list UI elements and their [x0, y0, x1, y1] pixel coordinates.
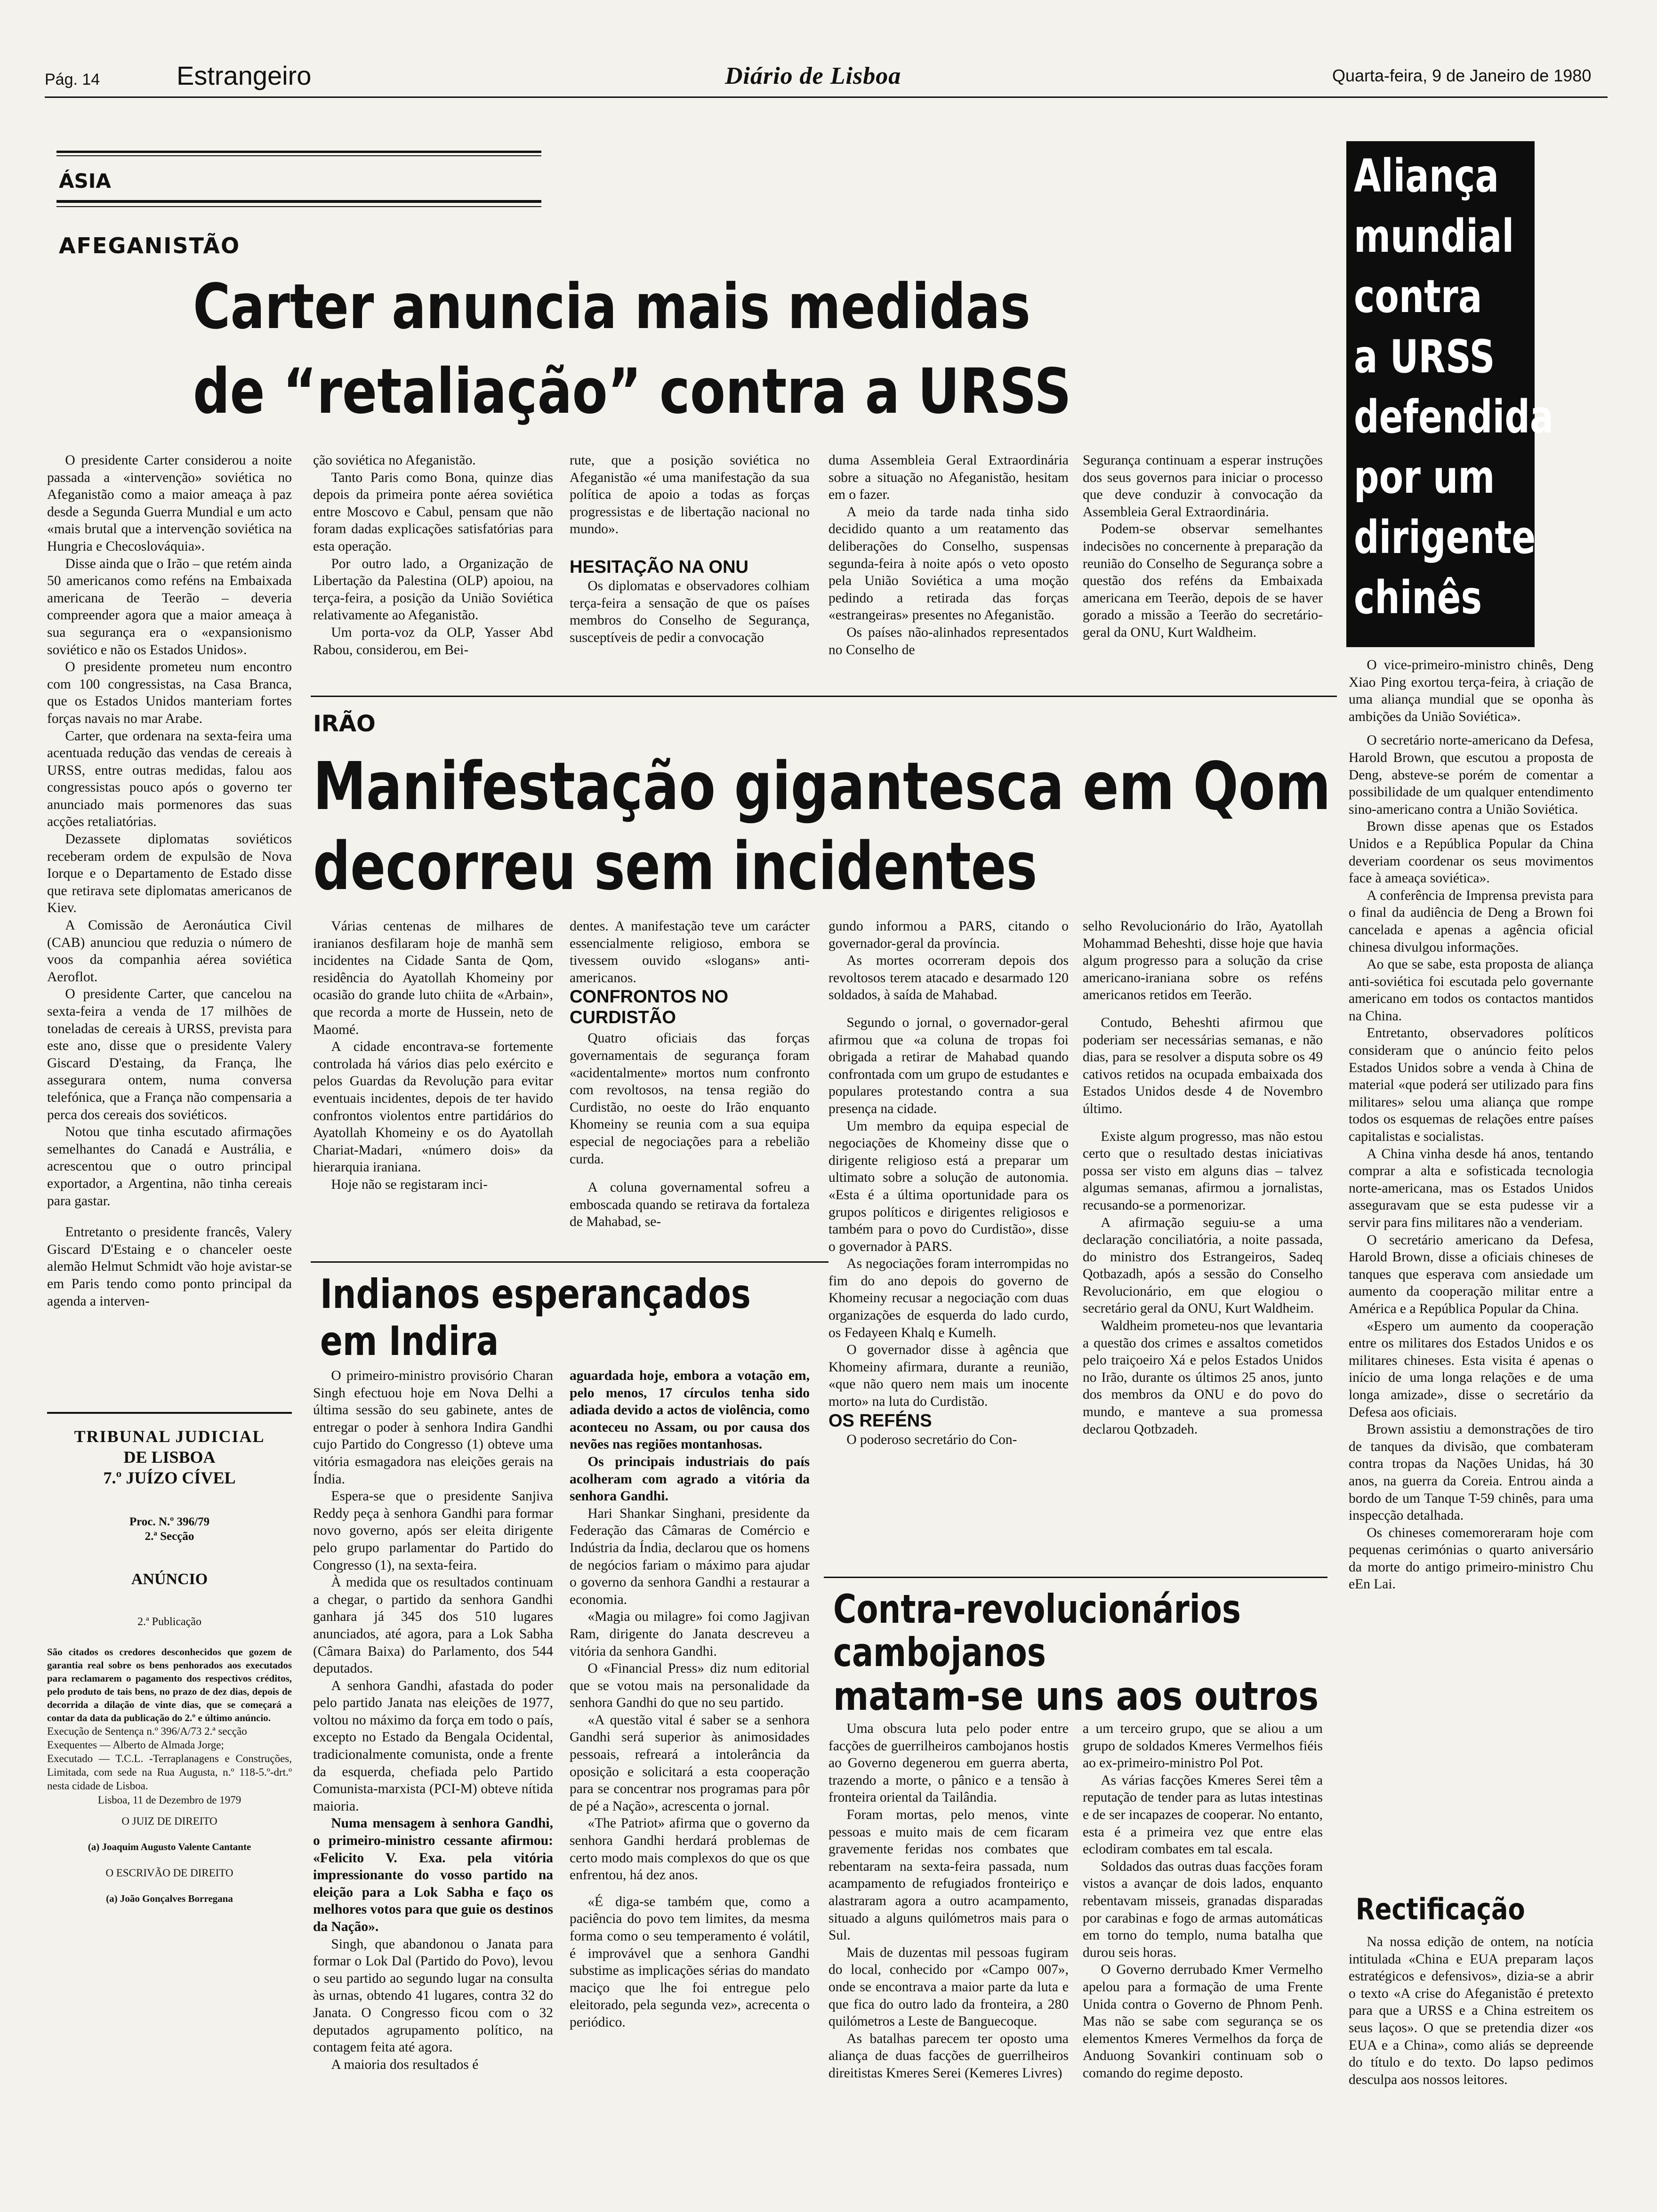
asia-rule-top2 — [56, 155, 541, 156]
paragraph: duma Assembleia Geral Extraordinária sobre a situação no Afeganistão, hesitam em o fazer. — [828, 453, 1069, 503]
india-col2 — [570, 1367, 810, 2177]
india-rule-top — [311, 1261, 828, 1263]
paragraph: aguardada hoje, embora a votação em, pelo menos, 17 círculos tenha sido adiada devido a actos de violência, como aconteceu no Assam, ou por causa dos nevões nas regiões montanhosas. — [570, 1368, 810, 1452]
paragraph: O secretário americano da Defesa, Harold Brown, disse a oficiais chineses de tanques que esperava com ansiedade um aumento da cooperação militar entre a América e a República Popular da China. — [1349, 1232, 1593, 1316]
paragraph: Os países não-alinhados representados no Conselho de — [828, 625, 1069, 657]
afghanistan-headline-line1: Carter anuncia mais medidas — [193, 271, 1031, 343]
tribunal-escrivao-name: (a) João Gonçalves Borregana — [106, 1893, 233, 1904]
paragraph: As várias facções Kmeres Serei têm a reputação de tender para as lutas intestinas e de ser incapazes de cooperar. No entanto, esta é a primeira vez que entre elas eclodiram combates em tal escala. — [1083, 1772, 1323, 1857]
paragraph: À medida que os resultados continuam a chegar, o partido da senhora Gandhi ganhara já 345 dos 510 lugares anunciados, até agora, para a Lok Sabha (Câmara Baixa) do Parlamento, dos 544 deputados. — [313, 1575, 553, 1676]
page-date: Quarta-feira, 9 de Janeiro de 1980 — [1332, 66, 1592, 85]
paragraph: «The Patriot» afirma que o governo da senhora Gandhi herdará problemas de certo modo mais complexos do que os que enfrentou, há dez anos. — [570, 1816, 810, 1883]
paragraph: O Governo derrubado Kmer Vermelho apelou para a formação de uma Frente Unida contra o Governo de Phnom Penh. Mas não se sabe com segurança se os elementos Kmeres Vermelhos da força de Anduong Sovankiri continuam sob o comando do regime deposto. — [1083, 1962, 1323, 2081]
paragraph: Waldheim prometeu-nos que levantaria a questão dos crimes e assaltos cometidos pelo traiçoeiro Xá e pelos Estados Unidos no Irão, durante os últimos 25 anos, junto dos membros da ONU e do povo do mundo, e manteve a sua promessa declarou Qotbzadeh. — [1083, 1318, 1323, 1437]
sidebar-headline-line: chinês — [1354, 571, 1482, 624]
paragraph: Uma obscura luta pelo poder entre facções de guerrilheiros cambojanos hostis ao Governo degenerou em guerra aberta, trazendo a morte, o pânico e a tensão à fronteira oriental da Tailândia. — [828, 1721, 1069, 1805]
paragraph: Brown assistiu a demonstrações de tiro de tanques da divisão, que combateram contra tropas da Nações Unidas, há 30 anos, na guerra da Coreia. Entrou ainda a bordo de um Tanque T-59 chinês, para uma inspecção detalhada. — [1349, 1422, 1593, 1523]
paragraph: Segurança continuam a esperar instruções dos seus governos para iniciar o processo que deve conduzir à convocação da Assembleia Geral Extraordinária. — [1083, 453, 1323, 520]
tribunal-anuncio: ANÚNCIO — [131, 1571, 208, 1588]
paragraph: Na nossa edição de ontem, na notícia intitulada «China e EUA preparam laços estratégicos e defensivos», dizia-se a abrir o texto «A crise do Afeganistão é pretexto para que a URSS e a China estreitem os seus laços». O que se pretendia dizer «os EUA e a China», como aliás se depreende do título e do texto. Do lapso pedimos desculpa aos nossos leitores. — [1349, 1934, 1593, 2087]
cambodia-headline-line: matam-se uns aos outros — [833, 1673, 1319, 1719]
paragraph: Foram mortas, pelo menos, vinte pessoas e muito mais de cem ficaram gravemente feridas nos combates que rebentaram na sexta-feira passada, num acampamento de refugiados fronteiriço e alastraram agora a outro acampamento, situado a alguns quilómetros mais para o Sul. — [828, 1807, 1069, 1943]
india-col1 — [313, 1367, 553, 2177]
iran-headline-line1: Manifestação gigantesca em Qom — [313, 748, 1331, 825]
tribunal-escrivao-label: O ESCRIVÃO DE DIREITO — [105, 1867, 233, 1879]
paragraph: A senhora Gandhi, afastada do poder pelo partido Janata nas eleições de 1977, voltou no máximo da força em todo o país, excepto no Estado da Bengala Ocidental, tradicionalmente comunista, onde a frente da esquerda, chefiada pelo Partido Comunista-marxista (PCI-M) obteve nítida maioria. — [313, 1678, 553, 1814]
afghanistan-col2 — [313, 452, 553, 687]
tribunal-title: TRIBUNAL JUDICIAL — [74, 1427, 265, 1446]
paragraph: A Comissão de Aeronáutica Civil (CAB) anunciou que reduzia o número de voos da companhia aérea soviética Aeroflot. — [47, 918, 292, 985]
tribunal-execucao: Execução de Sentença n.º 396/A/73 2.ª secção — [47, 1725, 247, 1737]
paragraph: dentes. A manifestação teve um carácter essencialmente religioso, embora se tivessem ouvido «slogans» anti-americanos. — [570, 919, 810, 986]
cambodia-headline-line: Contra-revolucionários — [833, 1586, 1241, 1632]
tribunal-body: São citados os credores desconhecidos que gozem de garantia real sobre os bens penhorados aos executados para reclamarem o pagamento dos respectivos créditos, pelo produto de tais bens, no prazo de dez dias, depois de decorrida a dilação de vinte dias, que se começará a contar da data da publicação do 2.º e último anúncio. — [47, 1646, 292, 1723]
paragraph: Notou que tinha escutado afirmações semelhantes do Canadá e Austrália, e acrescentou que o outro principal exportador, a Argentina, não tinha cereais para gastar. — [47, 1124, 292, 1209]
iran-col1 — [313, 918, 553, 1257]
paragraph: A China vinha desde há anos, tentando comprar a alta e sofisticada tecnologia norte-americana, mas os Estados Unidos asseguravam que se esta pudesse vir a servir para fins militares não a venderiam. — [1349, 1146, 1593, 1230]
tribunal-publicacao: 2.ª Publicação — [137, 1616, 201, 1628]
asia-rule-top — [56, 151, 541, 153]
paragraph: O «Financial Press» diz num editorial que se votou mais na personalidade da senhora Gandhi do que no seu partido. — [570, 1661, 810, 1711]
paragraph: «É diga-se também que, como a paciência do povo tem limites, da mesma forma como o seu temperamento é volátil, é improvável que a senhora Gandhi substime as implicações sérias do mandato maciço que lhe foi entregue pelo eleitorado, pela segunda vez», acrecenta o periódico. — [570, 1894, 810, 2030]
paragraph: O presidente Carter, que cancelou na sexta-feira a venda de 17 milhões de toneladas de cereais à URSS, prevista para este ano, disse que o presidente Valery Giscard D'estaing, da França, lhe assegurara ontem, numa conversa telefónica, que a França não compensaria a perca dos cereais dos soviéticos. — [47, 986, 292, 1122]
paragraph: Disse ainda que o Irão – que retém ainda 50 americanos como reféns na Embaixada americana de Teerão – deveria compreender agora que a maior ameaça à sua segurança era o «expansionismo soviético e não os Estados Unidos». — [47, 556, 292, 657]
cambodia-rule-top — [824, 1577, 1327, 1578]
sidebar-headline-line: mundial — [1354, 210, 1514, 263]
paragraph: «A questão vital é saber se a senhora Gandhi será superior às animosidades pessoais, refreará a intolerância da oposição e solicitará a esta cooperação para se concentrar nos programas para pôr de pé a Nação», acrescenta o jornal. — [570, 1712, 810, 1814]
tribunal-executado: Executado — T.C.L. -Terraplanagens e Construções, Limitada, com sede na Rua Augusta, n.º 118-5.º-drt.º nesta cidade de Lisboa. — [47, 1753, 292, 1792]
correction-title: Rectificação — [1356, 1892, 1525, 1926]
paragraph: Várias centenas de milhares de iranianos desfilaram hoje de manhã sem incidentes na Cidade Santa de Qom, residência do Ayatollah Khomeiny por ocasião do grande luto chiita de «Arbain», que recorda a morte de Hussein, neto de Maomé. — [313, 919, 553, 1037]
afghanistan-col3 — [570, 452, 810, 687]
cambodia-headline-line: cambojanos — [833, 1629, 1046, 1675]
cambodia-col2 — [1083, 1720, 1323, 2181]
paragraph: Por outro lado, a Organização de Libertação da Palestina (OLP) apoiou, na terça-feira, a posição da União Soviética relativamente ao Afeganistão. — [313, 556, 553, 623]
tribunal-notice — [47, 1426, 292, 2188]
paragraph: Hari Shankar Singhani, presidente da Federação das Câmaras de Comércio e Indústria da Índia, declarou que os homens de negócios fariam o máximo para ajudar o governo da senhora Gandhi a restaurar a economia. — [570, 1506, 810, 1607]
correction-text — [1349, 1933, 1593, 2178]
afghanistan-headline-line2: de “retaliação” contra a URSS — [193, 355, 1071, 428]
tribunal-exequentes: Exequentes — Alberto de Almada Jorge; — [47, 1739, 224, 1751]
paragraph: Hoje não se registaram inci- — [331, 1177, 488, 1192]
afghanistan-col5 — [1083, 452, 1323, 687]
sidebar-body — [1349, 657, 1593, 1786]
paragraph: O governador disse à agência que Khomeiny afirmara, durante a reunião, «que não quero nem mais um inocente morto» na luta do Curdistão. — [828, 1342, 1069, 1410]
tribunal-seccao: 2.ª Secção — [145, 1530, 194, 1543]
masthead: Diário de Lisboa — [725, 63, 901, 89]
paragraph: A conferência de Imprensa prevista para o final da audiência de Deng a Brown foi cancelada e apenas a agência oficial chinesa divulgou informações. — [1349, 888, 1593, 955]
paragraph: A meio da tarde nada tinha sido decidido quanto a um reatamento das deliberações do Conselho, suspensas segunda-feira à noite após o veto oposto pela União Soviética a uma moção pedindo a retirada das forças «estrangeiras» presentes no Afeganistão. — [828, 504, 1069, 623]
paragraph: Numa mensagem à senhora Gandhi, o primeiro-ministro cessante afirmou: «Felicito V. Exa. pela vitória impressionante do vosso partido na eleição para a Lok Sabha e faço os melhores votos para que guie os destinos da Nação». — [313, 1816, 553, 1934]
paragraph: selho Revolucionário do Irão, Ayatollah Mohammad Beheshti, disse hoje que havia algum progresso para a solução da crise americano-iraniana sobre os reféns americanos retidos em Teerão. — [1083, 919, 1323, 1003]
tribunal-proc: Proc. N.º 396/79 — [129, 1515, 210, 1528]
paragraph: O poderoso secretário do Con- — [846, 1432, 1017, 1447]
paragraph: Entretanto o presidente francês, Valery Giscard D'Estaing e o chanceler oeste alemão Helmut Schmidt vão hoje avistar-se em Paris tendo como ponto principal da agenda a interven- — [47, 1225, 292, 1309]
subhead-confrontos: CONFRONTOS NO CURDISTÃO — [570, 987, 729, 1028]
afghanistan-bottom-rule — [311, 696, 1337, 697]
paragraph: Os diplomatas e observadores colhiam terça-feira a sensação de que os países membros do Conselho de Segurança, susceptíveis de pedir a convocação — [570, 578, 810, 645]
paragraph: Tanto Paris como Bona, quinze dias depois da primeira ponte aérea soviética entre Moscovo e Cabul, pensam que não foram dadas explicações satisfatórias para esta operação. — [313, 470, 553, 554]
tribunal-title: 7.º JUÍZO CÍVEL — [103, 1468, 236, 1487]
paragraph: Dezassete diplomatas soviéticos receberam ordem de expulsão de Nova Iorque e o Departamento de Estado disse que retirava sete diplomatas americanos de Kiev. — [47, 832, 292, 916]
paragraph: O presidente prometeu num encontro com 100 congressistas, na Casa Branca, que os Estados Unidos manteriam fortes forças navais no mar Arabe. — [47, 659, 292, 726]
paragraph: Espera-se que o presidente Sanjiva Reddy peça à senhora Gandhi para formar novo governo, após ser eleita dirigente pelo grupo parlamentar do Partido do Congresso (1), na sexta-feira. — [313, 1489, 553, 1573]
sidebar-headline-box — [1346, 141, 1554, 647]
paragraph: Contudo, Beheshti afirmou que poderiam ser necessárias semanas, e não dias, para se resolver a disputa sobre os 49 cativos retidos na ocupada embaixada dos Estados Unidos desde 4 de Novembro último. — [1083, 1015, 1323, 1116]
paragraph: Brown disse apenas que os Estados Unidos e a República Popular da China deveriam coordenar os seus movimentos face à ameaça soviética». — [1349, 819, 1593, 886]
section-title: Estrangeiro — [177, 61, 312, 90]
paragraph: «Magia ou milagre» foi como Jagjivan Ram, dirigente do Janata descreveu a vitória da senhora Gandhi. — [570, 1609, 810, 1659]
header-rule — [45, 96, 1608, 98]
paragraph: O primeiro-ministro provisório Charan Singh efectuou hoje em Nova Delhi a última sessão do seu gabinete, antes de entregar o poder à senhora Indira Gandhi cujo Partido do Congresso (1) obteve uma vitória esmagadora nas eleições gerais na Índia. — [313, 1368, 553, 1487]
afghanistan-col4 — [828, 452, 1069, 687]
paragraph: A afirmação seguiu-se a uma declaração conciliatória, a noite passada, do ministro dos Estrangeiros, Sadeq Qotbazadh, após a sessão do Conselho Revolucionário, em que elogiou o secretário geral da ONU, Kurt Waldheim. — [1083, 1215, 1323, 1316]
afghanistan-kicker: AFEGANISTÃO — [59, 233, 241, 258]
subhead-hesitacao: HESITAÇÃO NA ONU — [570, 557, 748, 577]
tribunal-data: Lisboa, 11 de Dezembro de 1979 — [97, 1794, 241, 1806]
paragraph: Os principais industriais do país acolheram com agrado a vitória da senhora Gandhi. — [570, 1454, 810, 1504]
paragraph: Entretanto, observadores políticos consideram que o anúncio feito pelos Estados Unidos sobre a venda à China de material «que poderá ser utilizado para fins militares» selou uma aliança que rompe todos os esquemas de relações entre países capitalistas e socialistas. — [1349, 1026, 1593, 1145]
paragraph: ção soviética no Afeganistão. — [313, 453, 476, 468]
paragraph: O presidente Carter considerou a noite passada a «intervenção» soviética no Afeganistão como a maior ameaça à paz desde a Segunda Guerra Mundial e um acto «mais brutal que a intervenção soviética na Hungria e Checoslováquia». — [47, 453, 292, 554]
paragraph: Os chineses comemoreraram hoje com pequenas cerimónias o quarto aniversário da morte do antigo primeiro-ministro Chu eEn Lai. — [1349, 1525, 1593, 1592]
tribunal-juiz-name: (a) Joaquim Augusto Valente Cantante — [88, 1841, 251, 1852]
paragraph: Segundo o jornal, o governador-geral afirmou que «a coluna de tropas foi obrigada a retirar de Mahabad quando confrontada com um grupo de estudantes e populares protestando contra a sua presença na cidade. — [828, 1015, 1069, 1116]
asia-section-label: ÁSIA — [59, 169, 111, 192]
paragraph: rute, que a posição soviética no Afeganistão «é uma manifestação da sua política de apoio a todas as forças progressistas e de libertação nacional no mundo». — [570, 453, 810, 537]
paragraph: Um porta-voz da OLP, Yasser Abd Rabou, considerou, em Bei- — [313, 625, 553, 657]
sidebar-headline-line: a URSS — [1354, 330, 1495, 383]
asia-rule-mid2 — [56, 206, 541, 207]
paragraph: A coluna governamental sofreu a emboscada quando se retirava da fortaleza de Mahabad, se- — [570, 1180, 810, 1230]
paragraph: As negociações foram interrompidas no fim do ano depois do governo de Khomeiny recusar a negociação com duas organizações de esquerda do lado curdo, os Fedayeen Khalq e Kumelh. — [828, 1256, 1069, 1340]
paragraph: Um membro da equipa especial de negociações de Khomeiny disse que o dirigente religioso está a preparar um ultimato sobre a solução de autonomia. «Esta é a última oportunidade para os grupos políticos e dirigentes religiosos e também para o povo do Curdistão», disse o governador à PARS. — [828, 1118, 1069, 1254]
asia-rule-mid — [56, 200, 541, 203]
paragraph: Soldados das outras duas facções foram vistos a avançar de dois lados, enquanto rebentavam misseis, granadas disparadas por carabinas e fogo de armas automáticas em torno do templo, numa batalha que durou seis horas. — [1083, 1859, 1323, 1960]
sidebar-headline-line: por um — [1354, 451, 1495, 504]
paragraph: A maioria dos resultados é — [331, 2057, 479, 2072]
paragraph: Singh, que abandonou o Janata para formar o Lok Dal (Partido do Povo), levou o seu partido ao segundo lugar na consulta às urnas, obtendo 41 lugares, contra 32 do Janata. O Congresso ficou com o 32 deputados agrupamento político, na contagem feita até agora. — [313, 1936, 553, 2055]
tribunal-title: DE LISBOA — [123, 1448, 216, 1467]
paragraph: Existe algum progresso, mas não estou certo que o resultado destas iniciativas possa ser visto em alguns dias – talvez algumas semanas, afirmou a jornalistas, recusando-se a pormenorizar. — [1083, 1129, 1323, 1213]
paragraph: Podem-se observar semelhantes indecisões no concernente à preparação da reunião do Conselho de Segurança sobre a questão dos reféns da Embaixada americana em Teerão, depois de se haver gorado a missão a Teerão do secretário-geral da ONU, Kurt Waldheim. — [1083, 521, 1323, 640]
tribunal-juiz-label: O JUIZ DE DIREITO — [121, 1815, 217, 1827]
india-headline-line1: Indianos esperançados — [320, 1271, 751, 1318]
sidebar-headline-line: defendida — [1354, 391, 1554, 443]
iran-col2 — [570, 918, 810, 1257]
sidebar-headline-line: Aliança — [1354, 150, 1499, 202]
paragraph: gundo informou a PARS, citando o governador-geral da província. — [828, 919, 1069, 951]
paragraph: O vice-primeiro-ministro chinês, Deng Xiao Ping exortou terça-feira, à criação de uma aliança mundial que se oponha às ambições da União Soviética». — [1349, 657, 1593, 724]
paragraph: Quatro oficiais das forças governamentais de segurança foram «acidentalmente» mortos num confronto com revoltosos, na tensa região do Curdistão, no oeste do Irão enquanto Khomeiny se reunia com a sua equipa especial de negociações para a rebelião curda. — [570, 1031, 810, 1167]
paragraph: As mortes ocorreram depois dos revoltosos terem atacado e desarmado 120 soldados, à saída de Mahabad. — [828, 953, 1069, 1003]
paragraph: As batalhas parecem ter oposto uma aliança de duas facções de guerrilheiros direitistas Kmeres Serei (Kemeres Livres) — [828, 2031, 1069, 2081]
paragraph: O secretário norte-americano da Defesa, Harold Brown, que escutou a proposta de Deng, absteve-se porém de comentar a possibilidade de um qualquer entendimento sino-americano contra a União Soviética. — [1349, 733, 1593, 817]
page-number: Pág. 14 — [45, 71, 100, 88]
paragraph: Carter, que ordenara na sexta-feira uma acentuada redução das vendas de cereais à URSS, entre outras medidas, falou aos congressistas pouco após o governo ter anunciado mais pormenores das suas acções retaliatórias. — [47, 728, 292, 830]
iran-headline-line2: decorreu sem incidentes — [313, 828, 1038, 905]
sidebar-headline-line: dirigente — [1354, 511, 1536, 564]
sidebar-headline-line: contra — [1354, 270, 1482, 323]
paragraph: Ao que se sabe, esta proposta de aliança anti-soviética foi escutada pelo governante americano em todos os contactos mantidos na China. — [1349, 957, 1593, 1024]
paragraph: «Espero um aumento da cooperação entre os militares dos Estados Unidos e os militares chineses. Esta visita é apenas o início de uma longa relações e de uma longa amizade», disse o secretário da Defesa aos oficiais. — [1349, 1318, 1593, 1420]
subhead-refens: OS REFÉNS — [828, 1411, 932, 1431]
paragraph: A cidade encontrava-se fortemente controlada há vários dias pelo exército e pelos Guardas da Revolução para evitar eventuais incidentes, depois de ter havido confrontos violentos entre partidários do Ayatollah Khomeiny e os do Ayatollah Chariat-Madari, «número dois» da hierarquia iraniana. — [313, 1039, 553, 1175]
paragraph: Mais de duzentas mil pessoas fugiram do local, conhecido por «Campo 007», onde se encontrava a maior parte da luta e que fica do outro lado da fronteira, a 280 quilómetros a Leste de Banguecoque. — [828, 1945, 1069, 2029]
iran-section-label: IRÃO — [313, 711, 376, 737]
paragraph: a um terceiro grupo, que se aliou a um grupo de soldados Kmeres Vermelhos fiéis ao ex-primeiro-ministro Pol Pot. — [1083, 1721, 1323, 1771]
afghanistan-col1 — [47, 452, 292, 1393]
tribunal-rule-top — [47, 1412, 292, 1414]
cambodia-col1 — [828, 1720, 1069, 2181]
india-headline-line2: em Indira — [320, 1318, 499, 1365]
